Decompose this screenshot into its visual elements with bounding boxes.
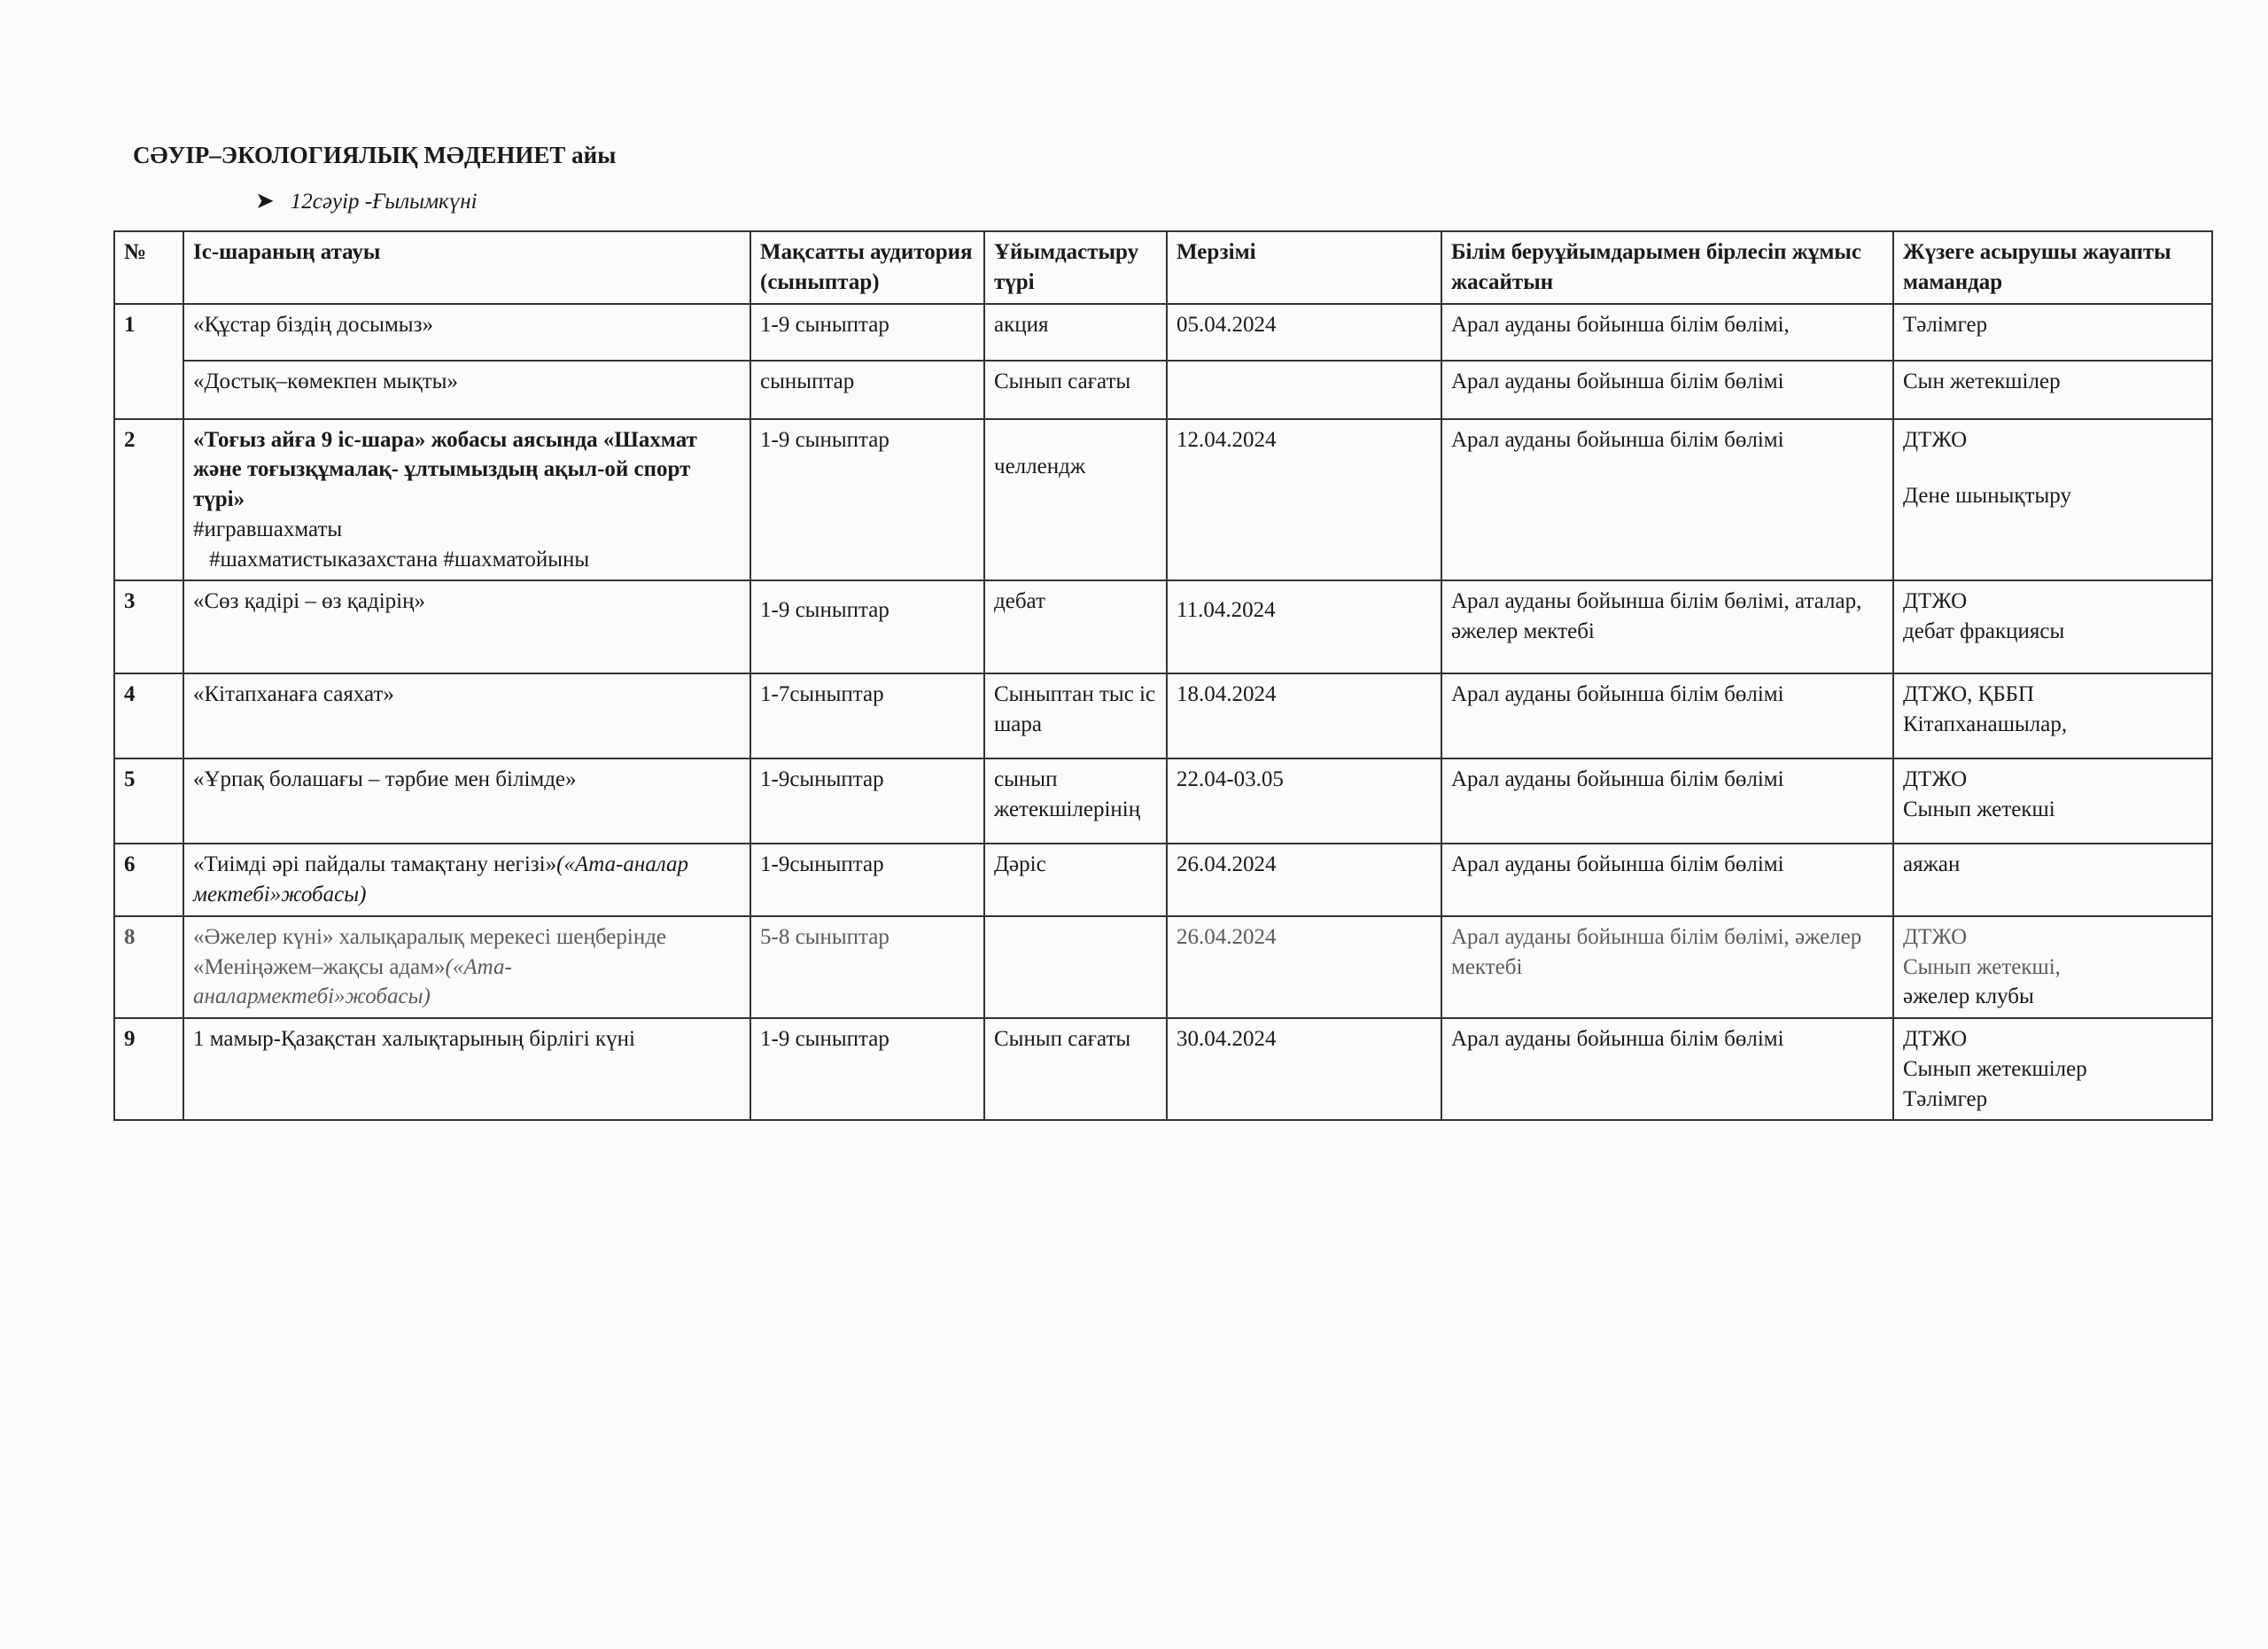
- event-audience: 5-8 сыныптар: [750, 916, 984, 1018]
- event-name-project: («Ата-аналармектебі»жобасы): [193, 954, 512, 1009]
- event-name-project: («Ата-аналар мектебі»жобасы): [193, 852, 688, 906]
- event-date: 05.04.2024: [1167, 304, 1441, 361]
- event-name-bold: «Тоғыз айға 9 іс-шара» жобасы аясында «Шахмат және тоғызқұмалақ- ұлтымыздың ақыл-ой спорт түрі»: [193, 427, 697, 511]
- event-audience: сыныптар: [750, 361, 984, 419]
- responsible-line-2: Дене шынықтыру: [1903, 484, 2071, 509]
- event-partners: Арал ауданы бойынша білім бөлімі: [1441, 844, 1893, 916]
- row-num: 5: [114, 758, 183, 844]
- event-name: [183, 419, 750, 581]
- responsible-line-1: ДТЖО: [1903, 427, 1968, 452]
- responsible-line-1: ДТЖО: [1903, 1027, 1968, 1051]
- event-type: Сыныптан тыс іс шара: [984, 673, 1167, 758]
- table-row: [114, 419, 2212, 581]
- responsible-line-3: әжелер клубы: [1903, 984, 2034, 1009]
- table-row: [114, 361, 2212, 419]
- header-audience: Мақсатты аудитория (сыныптар): [750, 231, 984, 304]
- header-date: Мерзімі: [1167, 231, 1441, 304]
- event-responsible: [1893, 673, 2212, 758]
- table-row: [114, 304, 2212, 361]
- event-date: 22.04-03.05: [1167, 758, 1441, 844]
- responsible-line-2: Кітапханашылар,: [1903, 712, 2068, 736]
- row-num: 4: [114, 673, 183, 758]
- subtitle: [255, 188, 478, 214]
- event-audience: 1-9 сыныптар: [750, 304, 984, 361]
- event-name: «Кітапханаға саяхат»: [183, 673, 750, 758]
- event-date: 30.04.2024: [1167, 1018, 1441, 1120]
- event-type: Сынып сағаты: [984, 361, 1167, 419]
- responsible-line-1: ДТЖО, ҚББП: [1903, 682, 2035, 707]
- event-audience: 1-9 сыныптар: [750, 1018, 984, 1120]
- page-title: СӘУІР–ЭКОЛОГИЯЛЫҚ МӘДЕНИЕТ айы: [133, 142, 617, 168]
- event-type: Сынып сағаты: [984, 1018, 1167, 1120]
- row-num: 6: [114, 844, 183, 916]
- header-partners: Білім беруұйымдарымен бірлесіп жұмыс жасайтын: [1441, 231, 1893, 304]
- event-name: [183, 916, 750, 1018]
- event-name: «Құстар біздің досымыз»: [183, 304, 750, 361]
- event-type: дебат: [984, 580, 1167, 673]
- event-date: 12.04.2024: [1167, 419, 1441, 581]
- row-num: 3: [114, 580, 183, 673]
- responsible-line-2: Сынып жетекші: [1903, 797, 2055, 821]
- event-type: [984, 916, 1167, 1018]
- event-responsible: [1893, 1018, 2212, 1120]
- event-audience: 1-9сыныптар: [750, 758, 984, 844]
- event-audience: 1-9 сыныптар: [750, 580, 984, 673]
- event-date: 26.04.2024: [1167, 916, 1441, 1018]
- events-table: [113, 230, 2213, 1121]
- event-name: «Достық–көмекпен мықты»: [183, 361, 750, 419]
- event-name: «Сөз қадірі – өз қадірің»: [183, 580, 750, 673]
- event-name: 1 мамыр-Қазақстан халықтарының бірлігі күні: [183, 1018, 750, 1120]
- event-name: «Ұрпақ болашағы – тәрбие мен білімде»: [183, 758, 750, 844]
- event-partners: Арал ауданы бойынша білім бөлімі: [1441, 673, 1893, 758]
- event-date: 11.04.2024: [1167, 580, 1441, 673]
- row-num: 9: [114, 1018, 183, 1120]
- event-audience: 1-7сыныптар: [750, 673, 984, 758]
- event-responsible: [1893, 758, 2212, 844]
- responsible-line-1: ДТЖО: [1903, 924, 1968, 949]
- event-responsible: аяжан: [1893, 844, 2212, 916]
- responsible-line-2: Сынып жетекшілер: [1903, 1056, 2087, 1081]
- event-date: [1167, 361, 1441, 419]
- event-type: челлендж: [984, 419, 1167, 581]
- table-row: [114, 916, 2212, 1018]
- event-name-plain: «Тиімді әрі пайдалы тамақтану негізі»: [193, 852, 557, 877]
- event-partners: Арал ауданы бойынша білім бөлімі: [1441, 419, 1893, 581]
- table-header-row: [114, 231, 2212, 304]
- event-type: сынып жетекшілерінің: [984, 758, 1167, 844]
- table-row: [114, 673, 2212, 758]
- responsible-line-3: Тәлімгер: [1903, 1086, 1988, 1111]
- event-audience: 1-9 сыныптар: [750, 419, 984, 581]
- event-partners: Арал ауданы бойынша білім бөлімі, әжелер мектебі: [1441, 916, 1893, 1018]
- table-row: [114, 580, 2212, 673]
- event-partners: Арал ауданы бойынша білім бөлімі, аталар, әжелер мектебі: [1441, 580, 1893, 673]
- arrow-bullet-icon: ➤: [255, 188, 275, 214]
- event-type: Дәріс: [984, 844, 1167, 916]
- event-audience: 1-9сыныптар: [750, 844, 984, 916]
- event-hashtags-2: #шахматистыказахстана #шахматойыны: [209, 547, 590, 572]
- event-partners: Арал ауданы бойынша білім бөлімі,: [1441, 304, 1893, 361]
- subtitle-text: 12сәуір -Ғылымкүні: [290, 190, 478, 214]
- row-num: 1: [114, 304, 183, 419]
- event-name-plain: «Әжелер күні» халықаралық мерекесі шеңберінде «Меніңәжем–жақсы адам»: [193, 924, 667, 979]
- event-hashtags-1: #игравшахматы: [193, 517, 343, 541]
- table-row: [114, 1018, 2212, 1120]
- table-row: [114, 844, 2212, 916]
- event-partners: Арал ауданы бойынша білім бөлімі: [1441, 361, 1893, 419]
- responsible-line-2: Сынып жетекші,: [1903, 954, 2061, 979]
- responsible-line-1: ДТЖО: [1903, 767, 1968, 792]
- header-responsible: Жүзеге асырушы жауапты мамандар: [1893, 231, 2212, 304]
- row-num: 8: [114, 916, 183, 1018]
- responsible-line-1: ДТЖО: [1903, 589, 1968, 614]
- header-name: Іс-шараның атауы: [183, 231, 750, 304]
- event-type: акция: [984, 304, 1167, 361]
- event-responsible: [1893, 419, 2212, 581]
- event-name: [183, 844, 750, 916]
- event-date: 18.04.2024: [1167, 673, 1441, 758]
- event-partners: Арал ауданы бойынша білім бөлімі: [1441, 758, 1893, 844]
- responsible-line-2: дебат фракциясы: [1903, 619, 2065, 643]
- event-responsible: Сын жетекшілер: [1893, 361, 2212, 419]
- header-num: №: [114, 231, 183, 304]
- event-responsible: Тәлімгер: [1893, 304, 2212, 361]
- row-num: 2: [114, 419, 183, 581]
- event-date: 26.04.2024: [1167, 844, 1441, 916]
- event-partners: Арал ауданы бойынша білім бөлімі: [1441, 1018, 1893, 1120]
- event-responsible: [1893, 580, 2212, 673]
- header-type: Ұйымдастыру түрі: [984, 231, 1167, 304]
- table-row: [114, 758, 2212, 844]
- event-responsible: [1893, 916, 2212, 1018]
